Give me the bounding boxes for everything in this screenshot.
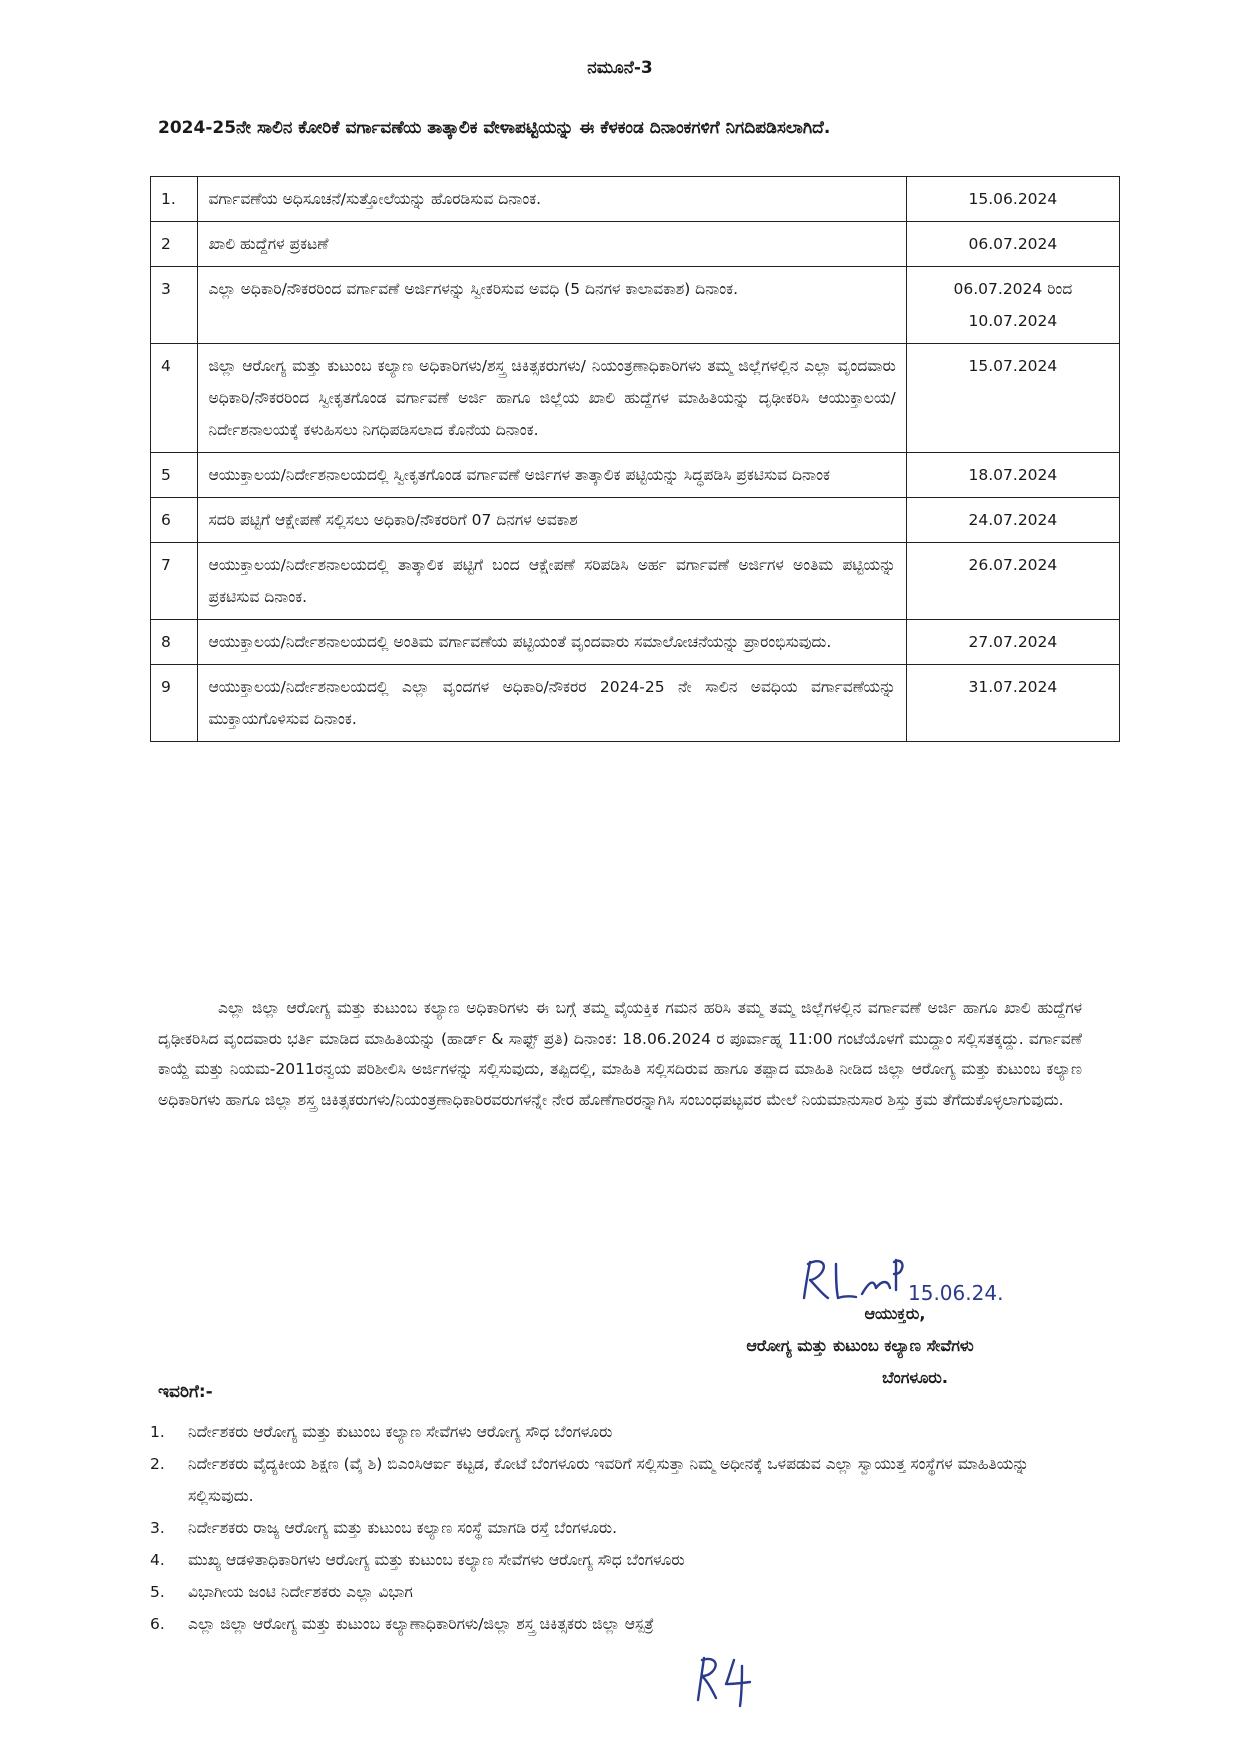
schedule-description-cell: ಆಯುಕ್ತಾಲಯ/ನಿರ್ದೇಶನಾಲಯದಲ್ಲಿ ಎಲ್ಲಾ ವೃಂದಗಳ ಅಧಿಕಾರಿ/ನೌಕರರ 2024-25 ನೇ ಸಾಲಿನ ಅವಧಿಯ ವರ್ಗಾವಣೆಯನ್ನು ಮುಕ್ತಾಯಗೊಳಿಸುವ ದಿನಾಂಕ. <box>198 665 906 742</box>
table-row <box>151 222 1120 267</box>
list-item <box>150 1416 1090 1448</box>
signatory-designation: ಆಯುಕ್ತರು, <box>864 1304 926 1323</box>
schedule-serial-cell: 5 <box>151 453 198 498</box>
schedule-description-cell: ಖಾಲಿ ಹುದ್ದೆಗಳ ಪ್ರಕಟಣೆ <box>198 222 906 267</box>
handwritten-initials <box>690 1650 760 1710</box>
schedule-date-cell: 06.07.2024 <box>906 222 1119 267</box>
schedule-description-cell: ಜಿಲ್ಲಾ ಆರೋಗ್ಯ ಮತ್ತು ಕುಟುಂಬ ಕಲ್ಯಾಣ ಅಧಿಕಾರಿಗಳು/ಶಸ್ತ್ರ ಚಿಕಿತ್ಸಕರುಗಳು/ ನಿಯಂತ್ರಣಾಧಿಕಾರಿಗಳು ತಮ್ಮ ಜಿಲ್ಲೆಗಳಲ್ಲಿನ ಎಲ್ಲಾ ವೃಂದವಾರು ಅಧಿಕಾರಿ/ನೌಕರರಿಂದ ಸ್ವೀಕೃತಗೊಂಡ ವರ್ಗಾವಣೆ ಅರ್ಜಿ ಹಾಗೂ ಜಿಲ್ಲೆಯ ಖಾಲಿ ಹುದ್ದೆಗಳ ಮಾಹಿತಿಯನ್ನು ದೃಢೀಕರಿಸಿ ಆಯುಕ್ತಾಲಯ/ನಿರ್ದೇಶನಾಲಯಕ್ಕೆ ಕಳುಹಿಸಲು ನಿಗಧಿಪಡಿಸಲಾದ ಕೊನೆಯ ದಿನಾಂಕ. <box>198 344 906 453</box>
schedule-serial-cell: 9 <box>151 665 198 742</box>
list-item-text: ವಿಭಾಗೀಯ ಜಂಟಿ ನಿರ್ದೇಶಕರು ಎಲ್ಲಾ ವಿಭಾಗ <box>188 1583 413 1601</box>
schedule-date-cell: 27.07.2024 <box>906 620 1119 665</box>
schedule-description-cell: ಆಯುಕ್ತಾಲಯ/ನಿರ್ದೇಶನಾಲಯದಲ್ಲಿ ಸ್ವೀಕೃತಗೊಂಡ ವರ್ಗಾವಣೆ ಅರ್ಜಿಗಳ ತಾತ್ಕಾಲಿಕ ಪಟ್ಟಿಯನ್ನು ಸಿದ್ಧಪಡಿಸಿ ಪ್ರಕಟಿಸುವ ದಿನಾಂಕ <box>198 453 906 498</box>
list-item-number: 4. <box>150 1551 165 1569</box>
schedule-serial-cell: 2 <box>151 222 198 267</box>
cc-list <box>150 1416 1090 1640</box>
schedule-description-cell: ವರ್ಗಾವಣೆಯ ಅಧಿಸೂಚನೆ/ಸುತ್ತೋಲೆಯನ್ನು ಹೊರಡಿಸುವ ದಿನಾಂಕ. <box>198 177 906 222</box>
table-row <box>151 344 1120 453</box>
table-row <box>151 665 1120 742</box>
list-item-number: 1. <box>150 1423 165 1441</box>
list-item-text: ನಿರ್ದೇಶಕರು ರಾಜ್ಯ ಆರೋಗ್ಯ ಮತ್ತು ಕುಟುಂಬ ಕಲ್ಯಾಣ ಸಂಸ್ಥೆ ಮಾಗಡಿ ರಸ್ತೆ ಬೆಂಗಳೂರು. <box>188 1519 618 1537</box>
signatory-place: ಬೆಂಗಳೂರು. <box>882 1368 948 1387</box>
signatory-office: ಆರೋಗ್ಯ ಮತ್ತು ಕುಟುಂಬ ಕಲ್ಯಾಣ ಸೇವೆಗಳು <box>746 1336 974 1355</box>
list-item <box>150 1512 1090 1544</box>
schedule-date-cell: 24.07.2024 <box>906 498 1119 543</box>
body-paragraph: ಎಲ್ಲಾ ಜಿಲ್ಲಾ ಆರೋಗ್ಯ ಮತ್ತು ಕುಟುಂಬ ಕಲ್ಯಾಣ ಅಧಿಕಾರಿಗಳು ಈ ಬಗ್ಗೆ ತಮ್ಮ ವೈಯಕ್ತಿಕ ಗಮನ ಹರಿಸಿ ತಮ್ಮ ತಮ್ಮ ಜಿಲ್ಲೆಗಳಲ್ಲಿನ ವರ್ಗಾವಣೆ ಅರ್ಜಿ ಹಾಗೂ ಖಾಲಿ ಹುದ್ದೆಗಳ ದೃಢೀಕರಿಸಿದ ವೃಂದವಾರು ಭರ್ತಿ ಮಾಡಿದ ಮಾಹಿತಿಯನ್ನು (ಹಾರ್ಡ್ & ಸಾಫ್ಟ್ ಪ್ರತಿ) ದಿನಾಂಕ: 18.06.2024 ರ ಪೂರ್ವಾಹ್ನ 11:00 ಗಂಟೆಯೊಳಗೆ ಮುದ್ದಾಂ ಸಲ್ಲಿಸತಕ್ಕದ್ದು. ವರ್ಗಾವಣೆ ಕಾಯ್ದೆ ಮತ್ತು ನಿಯಮ-2011ರನ್ವಯ ಪರಿಶೀಲಿಸಿ ಅರ್ಜಿಗಳನ್ನು ಸಲ್ಲಿಸುವುದು, ತಪ್ಪಿದಲ್ಲಿ, ಮಾಹಿತಿ ಸಲ್ಲಿಸದಿರುವ ಹಾಗೂ ತಪ್ಪಾದ ಮಾಹಿತಿ ನೀಡಿದ ಜಿಲ್ಲಾ ಆರೋಗ್ಯ ಮತ್ತು ಕುಟುಂಬ ಕಲ್ಯಾಣ ಅಧಿಕಾರಿಗಳು ಹಾಗೂ ಜಿಲ್ಲಾ ಶಸ್ತ್ರ ಚಿಕಿತ್ಸಕರುಗಳು/ನಿಯಂತ್ರಣಾಧಿಕಾರಿರವರುಗಳನ್ನೇ ನೇರ ಹೊಣೆಗಾರರನ್ನಾಗಿಸಿ ಸಂಬಂಧಪಟ್ಟವರ ಮೇಲೆ ನಿಯಮಾನುಸಾರ ಶಿಸ್ತು ಕ್ರಮ ತೆಗೆದುಕೊಳ್ಳಲಾಗುವುದು. <box>158 999 1082 1109</box>
schedule-date-cell: 26.07.2024 <box>906 543 1119 620</box>
list-item-number: 2. <box>150 1455 165 1473</box>
list-item-text: ನಿರ್ದೇಶಕರು ವೈದ್ಯಕೀಯ ಶಿಕ್ಷಣ (ವೈ ಶಿ) ಬಿಎಂಸಿಆರ್ಐ ಕಟ್ಟಡ, ಕೋಟೆ ಬೆಂಗಳೂರು ಇವರಿಗೆ ಸಲ್ಲಿಸುತ್ತಾ ನಿಮ್ಮ ಅಧೀನಕ್ಕೆ ಒಳಪಡುವ ಎಲ್ಲಾ ಸ್ವಾಯುತ್ತ ಸಂಸ್ಥೆಗಳ ಮಾಹಿತಿಯನ್ನು ಸಲ್ಲಿಸುವುದು. <box>188 1455 1029 1505</box>
signature-date: 15.06.24. <box>908 1281 1004 1305</box>
schedule-date-cell: 31.07.2024 <box>906 665 1119 742</box>
schedule-date-cell: 18.07.2024 <box>906 453 1119 498</box>
schedule-description-cell: ಆಯುಕ್ತಾಲಯ/ನಿರ್ದೇಶನಾಲಯದಲ್ಲಿ ತಾತ್ಕಾಲಿಕ ಪಟ್ಟಿಗೆ ಬಂದ ಆಕ್ಷೇಪಣೆ ಸರಿಪಡಿಸಿ ಅರ್ಹ ವರ್ಗಾವಣೆ ಅರ್ಜಿಗಳ ಅಂತಿಮ ಪಟ್ಟಿಯನ್ನು ಪ್ರಕಟಿಸುವ ದಿನಾಂಕ. <box>198 543 906 620</box>
schedule-serial-cell: 4 <box>151 344 198 453</box>
list-item-number: 6. <box>150 1615 165 1633</box>
list-item-text: ಮುಖ್ಯ ಆಡಳಿತಾಧಿಕಾರಿಗಳು ಆರೋಗ್ಯ ಮತ್ತು ಕುಟುಂಬ ಕಲ್ಯಾಣ ಸೇವೆಗಳು ಆರೋಗ್ಯ ಸೌಧ ಬೆಂಗಳೂರು <box>188 1551 685 1569</box>
table-row <box>151 453 1120 498</box>
schedule-serial-cell: 3 <box>151 267 198 344</box>
signatory-block <box>630 1298 1090 1394</box>
schedule-serial-cell: 1. <box>151 177 198 222</box>
table-row <box>151 498 1120 543</box>
schedule-description-cell: ಆಯುಕ್ತಾಲಯ/ನಿರ್ದೇಶನಾಲಯದಲ್ಲಿ ಅಂತಿಮ ವರ್ಗಾವಣೆಯ ಪಟ್ಟಿಯಂತೆ ವೃಂದವಾರು ಸಮಾಲೋಚನೆಯನ್ನು ಪ್ರಾರಂಭಿಸುವುದು. <box>198 620 906 665</box>
list-item <box>150 1544 1090 1576</box>
schedule-description-cell: ಸದರಿ ಪಟ್ಟಿಗೆ ಆಕ್ಷೇಪಣೆ ಸಲ್ಲಿಸಲು ಅಧಿಕಾರಿ/ನೌಕರರಿಗೆ 07 ದಿನಗಳ ಅವಕಾಶ <box>198 498 906 543</box>
list-item-number: 5. <box>150 1583 165 1601</box>
schedule-serial-cell: 8 <box>151 620 198 665</box>
table-row <box>151 177 1120 222</box>
form-title: ನಮೂನೆ-3 <box>587 58 653 78</box>
document-heading: 2024-25ನೇ ಸಾಲಿನ ಕೋರಿಕೆ ವರ್ಗಾವಣೆಯ ತಾತ್ಕಾಲಿಕ ವೇಳಾಪಟ್ಟಿಯನ್ನು ಈ ಕೆಳಕಂಡ ದಿನಾಂಕಗಳಿಗೆ ನಿಗದಿಪಡಿಸಲಾಗಿದೆ. <box>158 118 831 138</box>
schedule-serial-cell: 7 <box>151 543 198 620</box>
schedule-date-cell: 15.06.2024 <box>906 177 1119 222</box>
schedule-date-cell: 15.07.2024 <box>906 344 1119 453</box>
schedule-description-cell: ಎಲ್ಲಾ ಅಧಿಕಾರಿ/ನೌಕರರಿಂದ ವರ್ಗಾವಣೆ ಅರ್ಜಿಗಳನ್ನು ಸ್ವೀಕರಿಸುವ ಅವಧಿ (5 ದಿನಗಳ ಕಾಲಾವಕಾಶ) ದಿನಾಂಕ. <box>198 267 906 344</box>
cc-heading: ಇವರಿಗೆ:- <box>158 1382 213 1402</box>
list-item-number: 3. <box>150 1519 165 1537</box>
table-row <box>151 267 1120 344</box>
list-item-text: ನಿರ್ದೇಶಕರು ಆರೋಗ್ಯ ಮತ್ತು ಕುಟುಂಬ ಕಲ್ಯಾಣ ಸೇವೆಗಳು ಆರೋಗ್ಯ ಸೌಧ ಬೆಂಗಳೂರು <box>188 1423 613 1441</box>
schedule-table <box>150 176 1120 742</box>
table-row <box>151 543 1120 620</box>
schedule-date-cell: 06.07.2024 ರಿಂದ 10.07.2024 <box>906 267 1119 344</box>
table-row <box>151 620 1120 665</box>
list-item-text: ಎಲ್ಲಾ ಜಿಲ್ಲಾ ಆರೋಗ್ಯ ಮತ್ತು ಕುಟುಂಬ ಕಲ್ಯಾಣಾಧಿಕಾರಿಗಳು/ಜಿಲ್ಲಾ ಶಸ್ತ್ರ ಚಿಕಿತ್ಸಕರು ಜಿಲ್ಲಾ ಆಸ್ಪತ್ರೆ <box>188 1615 654 1633</box>
schedule-serial-cell: 6 <box>151 498 198 543</box>
list-item <box>150 1448 1090 1512</box>
list-item <box>150 1576 1090 1608</box>
list-item <box>150 1608 1090 1640</box>
